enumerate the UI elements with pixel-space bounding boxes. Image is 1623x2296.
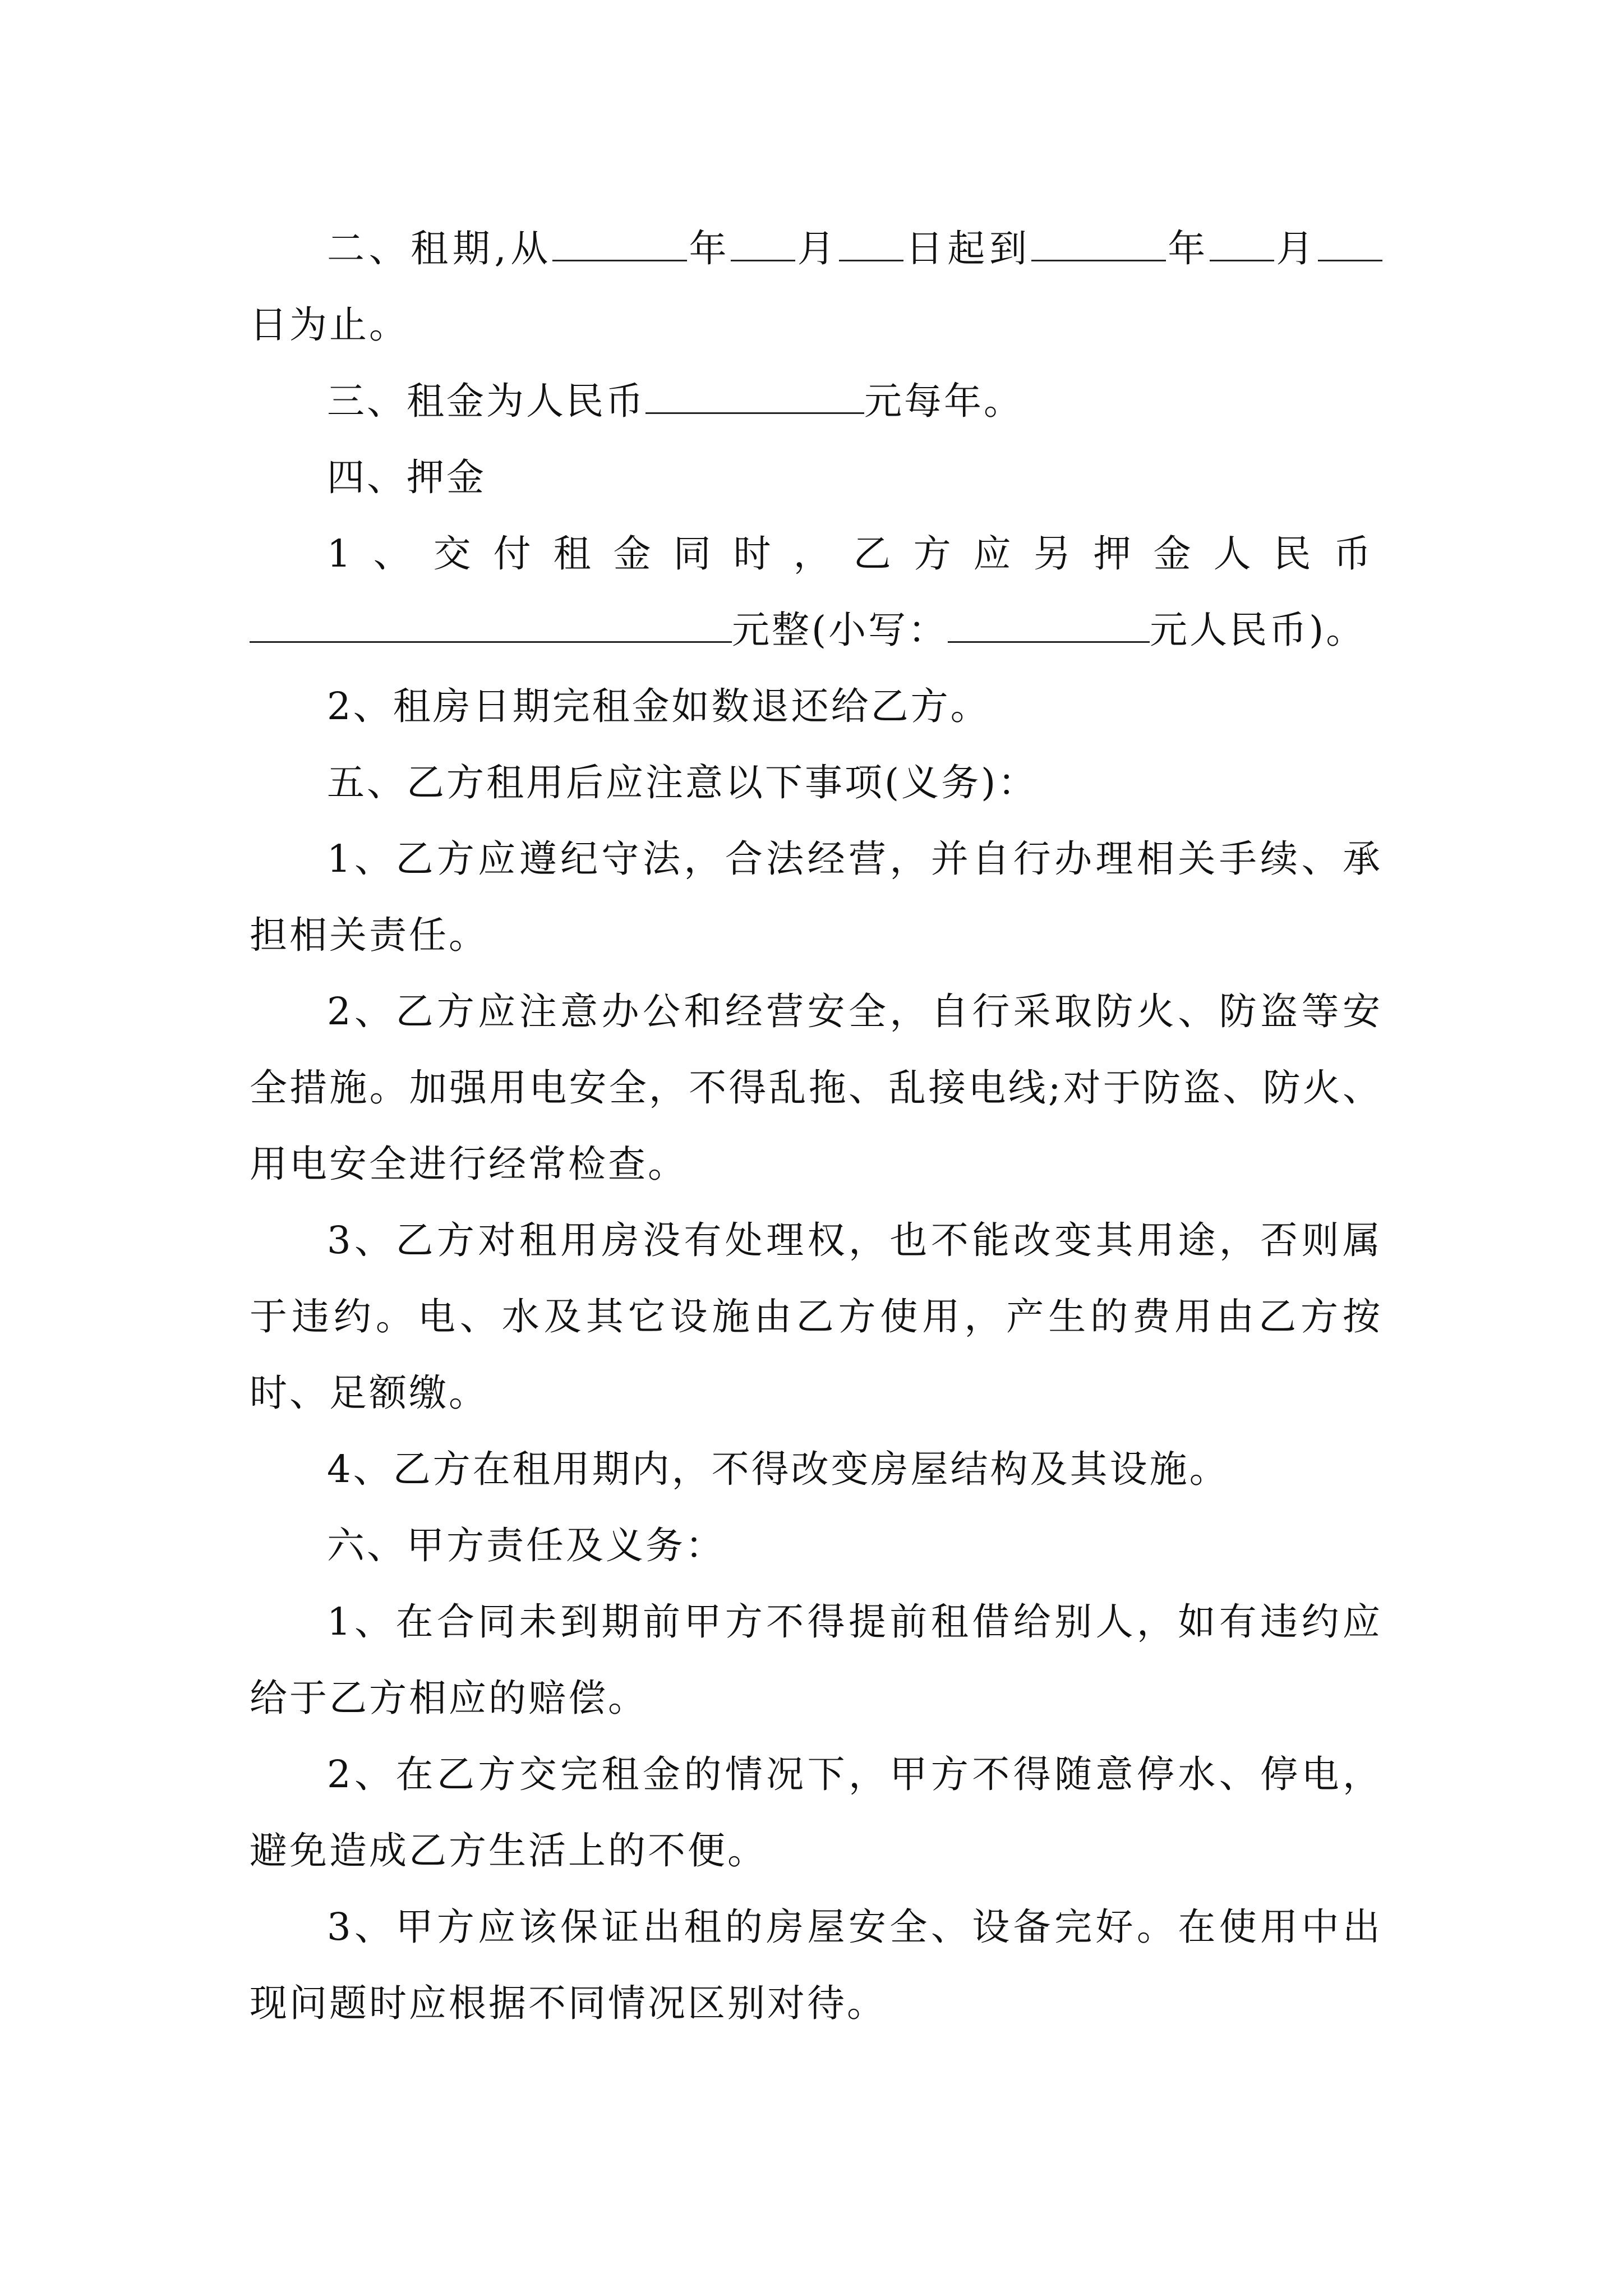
deposit-lowercase-blank bbox=[948, 606, 1150, 643]
end-day-blank bbox=[1318, 225, 1382, 261]
tenant-obligations-heading: 五、乙方租用后应注意以下事项(义务)： bbox=[327, 761, 1038, 804]
end-month-blank bbox=[1210, 225, 1274, 261]
start-month-label: 月 bbox=[795, 227, 840, 270]
deposit-item-1-line-2 bbox=[250, 592, 1382, 668]
start-month-blank bbox=[731, 225, 795, 261]
tenant-obligation-2: 2、乙方应注意办公和经营安全，自行采取防火、防盗等安全措施。加强用电安全，不得乱拖、乱接电线;对于防盗、防火、用电安全进行经常检查。 bbox=[250, 990, 1382, 1186]
rent-suffix: 元每年。 bbox=[864, 379, 1023, 423]
end-day-label: 日为止。 bbox=[250, 303, 409, 347]
end-month-label: 月 bbox=[1274, 227, 1318, 270]
deposit-end-text: 元人民币)。 bbox=[1150, 608, 1366, 652]
deposit-heading: 四、押金 bbox=[327, 455, 486, 499]
end-year-blank bbox=[1031, 225, 1166, 261]
deposit-item-1-line-1: 1、交付租金同时，乙方应另押金人民币 bbox=[327, 532, 1394, 576]
landlord-duties-heading: 六、甲方责任及义务： bbox=[327, 1524, 725, 1567]
landlord-duty-1: 1、在合同未到期前甲方不得提前租借给别人，如有违约应给于乙方相应的赔偿。 bbox=[250, 1600, 1382, 1720]
landlord-duty-3: 3、甲方应该保证出租的房屋安全、设备完好。在使用中出现问题时应根据不同情况区别对待。 bbox=[250, 1905, 1382, 2025]
tenant-obligation-4: 4、乙方在租用期内，不得改变房屋结构及其设施。 bbox=[327, 1447, 1229, 1491]
tenant-obligation-1: 1、乙方应遵纪守法，合法经营，并自行办理相关手续、承担相关责任。 bbox=[250, 837, 1382, 957]
lease-term-clause bbox=[250, 210, 1382, 363]
deposit-item-2: 2、租房日期完租金如数退还给乙方。 bbox=[327, 684, 990, 728]
start-day-label: 日起到 bbox=[903, 227, 1031, 270]
rent-amount-blank bbox=[645, 378, 864, 414]
start-day-blank bbox=[839, 225, 903, 261]
start-year-blank bbox=[552, 225, 687, 261]
rent-clause bbox=[250, 363, 1382, 439]
tenant-obligation-3: 3、乙方对租用房没有处理权，也不能改变其用途，否则属于违约。电、水及其它设施由乙方使用，产生的费用由乙方按时、足额缴。 bbox=[250, 1218, 1382, 1415]
contract-body bbox=[250, 210, 1394, 2041]
deposit-mid-text: 元整(小写： bbox=[732, 608, 948, 652]
lease-term-prefix: 二、租期,从 bbox=[327, 227, 552, 270]
deposit-amount-blank bbox=[250, 606, 732, 643]
rent-prefix: 三、租金为人民币 bbox=[327, 379, 645, 423]
end-year-label: 年 bbox=[1165, 227, 1210, 270]
start-year-label: 年 bbox=[686, 227, 731, 270]
landlord-duty-2: 2、在乙方交完租金的情况下，甲方不得随意停水、停电，避免造成乙方生活上的不便。 bbox=[250, 1752, 1382, 1872]
